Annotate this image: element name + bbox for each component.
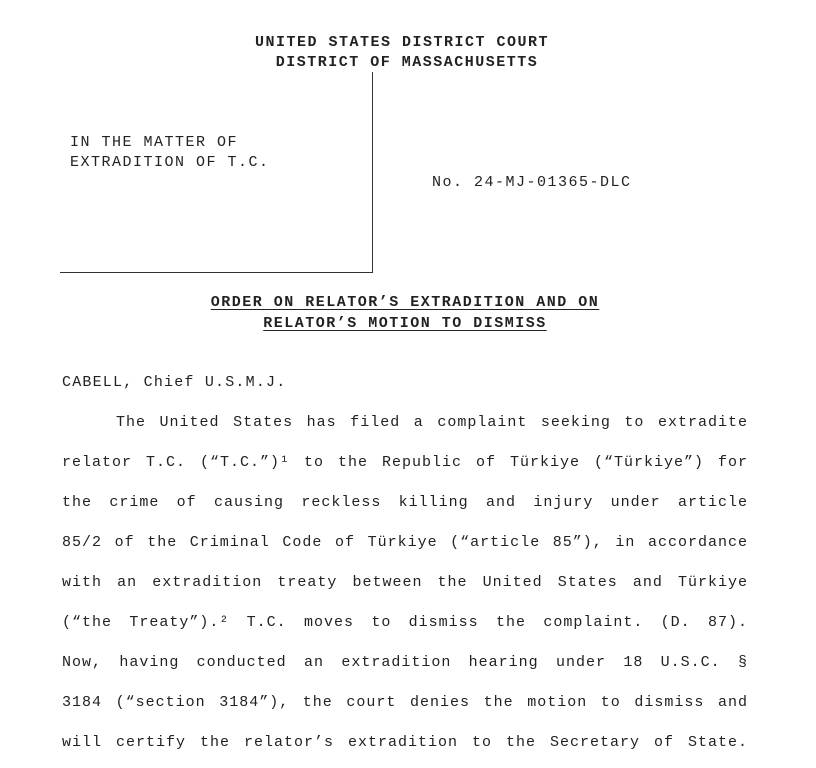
- case-number: No. 24-MJ-01365-DLC: [432, 174, 632, 191]
- order-title-text-1: ORDER ON RELATOR’S EXTRADITION AND ON: [210, 294, 600, 311]
- caption-divider-vertical: [372, 72, 373, 273]
- court-name: UNITED STATES DISTRICT COURT: [254, 34, 550, 51]
- caption-divider-horizontal: [60, 272, 373, 273]
- order-title-line-2: [195, 314, 615, 334]
- body-line: Now, having conducted an extradition hearing under 18 U.S.C. §: [62, 654, 748, 671]
- body-line: The United States has filed a complaint seeking to extradite: [116, 414, 748, 431]
- body-line: 3184 (“section 3184”), the court denies the motion to dismiss and: [62, 694, 748, 711]
- body-line: 85/2 of the Criminal Code of Türkiye (“article 85”), in accordance: [62, 534, 748, 551]
- body-line: with an extradition treaty between the United States and Türkiye: [62, 574, 748, 591]
- body-line: will certify the relator’s extradition to the Secretary of State.: [62, 734, 748, 751]
- order-title-line-1: [195, 293, 615, 313]
- caption-matter-line-2: EXTRADITION OF T.C.: [70, 154, 270, 171]
- caption-matter-line-1: IN THE MATTER OF: [70, 134, 239, 151]
- body-line: (“the Treaty”).² T.C. moves to dismiss the complaint. (D. 87).: [62, 614, 748, 631]
- body-line: relator T.C. (“T.C.”)¹ to the Republic of Türkiye (“Türkiye”) for: [62, 454, 748, 471]
- order-title-text-2: RELATOR’S MOTION TO DISMISS: [263, 315, 547, 332]
- body-line: the crime of causing reckless killing and injury under article: [62, 494, 748, 511]
- court-district: DISTRICT OF MASSACHUSETTS: [275, 54, 539, 71]
- judge-signature-line: CABELL, Chief U.S.M.J.: [62, 374, 287, 391]
